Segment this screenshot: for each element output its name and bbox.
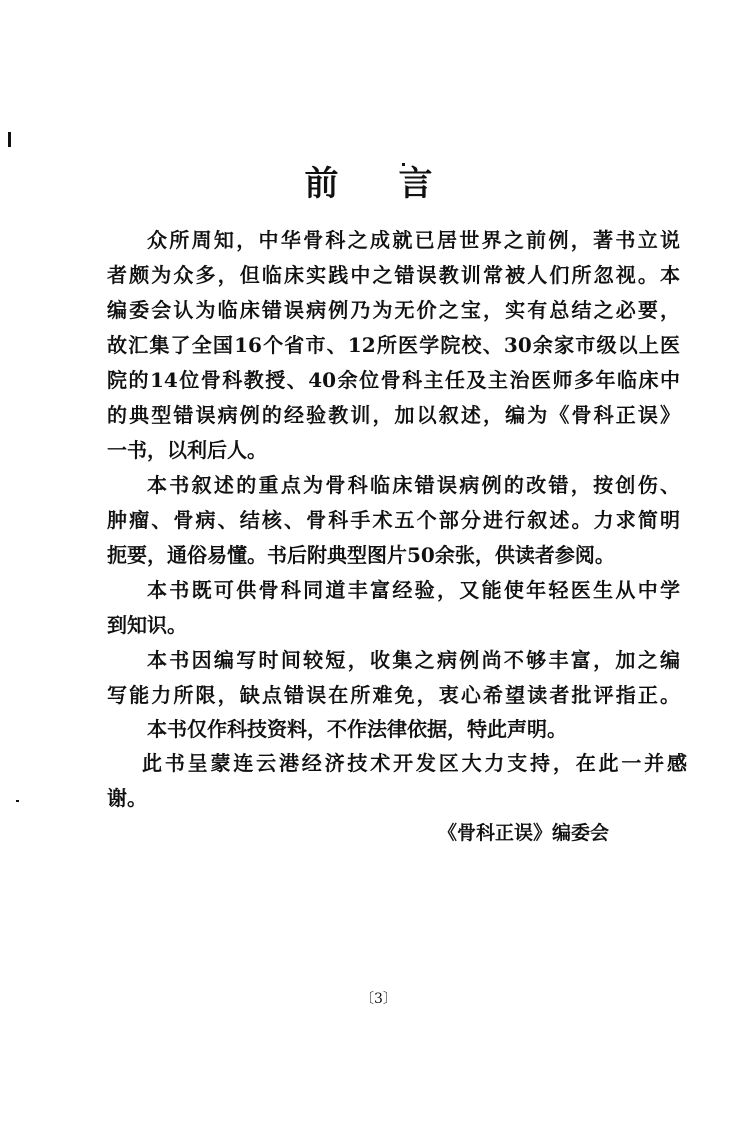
text-line: 院的14位骨科教授、40余位骨科主任及主治医师多年临床中 <box>107 368 680 392</box>
title-char: 前 <box>304 164 339 204</box>
text-line: 写能力所限，缺点错误在所难免，衷心希望读者批评指正。 <box>107 683 680 707</box>
text-line: 到知识。 <box>107 613 187 637</box>
text-line: 肿瘤、骨病、结核、骨科手术五个部分进行叙述。力求简明 <box>107 508 680 532</box>
scan-mark <box>8 132 11 147</box>
page-number: 〔3〕 <box>360 991 397 1007</box>
signature: 《骨科正误》编委会 <box>438 822 610 844</box>
text-line: 此书呈蒙连云港经济技术开发区大力支持，在此一并感 <box>142 751 687 775</box>
text-line: 编委会认为临床错误病例乃为无价之宝，实有总结之必要， <box>107 298 680 322</box>
text-line: 本书仅作科技资料，不作法律依据，特此声明。 <box>147 717 567 741</box>
text-line: 者颇为众多，但临床实践中之错误教训常被人们所忽视。本 <box>107 263 680 287</box>
text-line: 本书因编写时间较短，收集之病例尚不够丰富，加之编 <box>147 648 680 672</box>
text-line: 的典型错误病例的经验教训，加以叙述，编为《骨科正误》 <box>107 403 680 427</box>
scan-dot <box>16 800 19 802</box>
text-line: 谢。 <box>107 786 147 810</box>
text-line: 扼要，通俗易懂。书后附典型图片50余张，供读者参阅。 <box>107 543 615 567</box>
text-line: 一书，以利后人。 <box>107 438 267 462</box>
text-line: 故汇集了全国16个省市、12所医学院校、30余家市级以上医 <box>107 333 680 357</box>
page-title <box>0 156 737 205</box>
text-line: 众所周知，中华骨科之成就已居世界之前例，著书立说 <box>147 228 680 252</box>
text-line: 本书既可供骨科同道丰富经验，又能使年轻医生从中学 <box>147 578 680 602</box>
text-line: 本书叙述的重点为骨科临床错误病例的改错，按创伤、 <box>147 473 680 497</box>
title-char: 言 <box>398 164 433 204</box>
